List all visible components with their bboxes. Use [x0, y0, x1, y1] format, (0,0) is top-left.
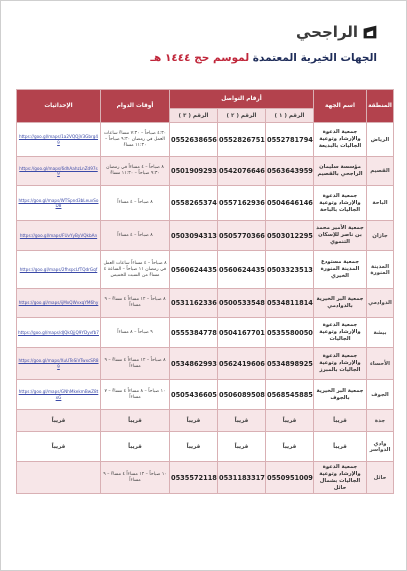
bank-logo — [296, 19, 378, 45]
page-title — [1, 52, 377, 64]
phone-number-3[interactable]: 0503094313 — [170, 221, 218, 251]
working-hours-cell: ٤:٣٠ صباحاً – ٧:٣٠ مساءً ساعات العمل في رمضان ٩:٣٠ صباحاً – ١١:٣٠ مساءً — [101, 123, 170, 157]
org-name-cell: مؤسسة سليمان الراجحي بالقصيم — [314, 157, 367, 186]
working-hours-cell: ١٠ صباحاً – ١٢ مساءاً ٤ مساءً – ٩ مساءاً — [101, 462, 170, 494]
soon-cell: قريباً — [314, 432, 367, 462]
working-hours-cell: ٨ صباحاً – ٤ مساءاً ساعات العمل في رمضان ١١ صباحاً – الساعة ٤ مساءً من السبت للخميس — [101, 251, 170, 289]
region-cell: الدوادمي — [367, 289, 394, 318]
working-hours-cell: ١٠ صباحاً – ٨ مساءاً ٤ مساءً – ٧ مساءاً — [101, 380, 170, 410]
table-row — [17, 221, 394, 251]
phone-number-2[interactable]: 0506089508 — [218, 380, 266, 410]
org-name-cell: جمعية مستودع المدينة المنورة الخيري — [314, 251, 367, 289]
phone-number-3[interactable]: 0560624435 — [170, 251, 218, 289]
table-row — [17, 462, 394, 494]
phone-number-1[interactable]: 0535580050 — [266, 318, 314, 348]
table-row — [17, 348, 394, 380]
map-link[interactable]: https://goo.gl/maps/1a2VQQjV3Gbrg49 — [17, 123, 101, 157]
phone-number-2[interactable]: 0552826751 — [218, 123, 266, 157]
phone-number-1[interactable]: 0504646146 — [266, 186, 314, 221]
map-link[interactable]: https://goo.gl/maps/dJQkQjjQ9YDyvfb7 — [17, 318, 101, 348]
phone-number-3[interactable]: 0501909293 — [170, 157, 218, 186]
header-org: اسم الجهة — [314, 90, 367, 123]
phone-number-2[interactable]: 0557162936 — [218, 186, 266, 221]
phone-number-2[interactable]: 0505770366 — [218, 221, 266, 251]
phone-number-3[interactable]: 0505436605 — [170, 380, 218, 410]
soon-cell: قريباً — [266, 432, 314, 462]
header-number-1: الرقم ( ١ ) — [266, 109, 314, 123]
org-name-cell: جمعية الدعوة والإرشاد وتوعية الجاليات بالمبرز — [314, 348, 367, 380]
map-link[interactable]: https://goo.gl/maps/FUvYyByVQkbAn — [17, 221, 101, 251]
phone-number-2[interactable]: 0560624435 — [218, 251, 266, 289]
working-hours-cell: ٨ صباحاً – ١٢ مساءاً ٤ مساءً – ٩ مساءاً — [101, 289, 170, 318]
phone-number-3[interactable]: 0558265374 — [170, 186, 218, 221]
charities-table — [16, 89, 394, 494]
phone-number-1[interactable]: 0550951009 — [266, 462, 314, 494]
title-main: الجهات الخيرية المعتمدة — [249, 52, 377, 64]
header-coords: الإحداثيات — [17, 90, 101, 123]
title-highlight: لموسم حج ١٤٤٤ هـ — [150, 52, 250, 64]
map-link[interactable]: https://goo.gl/maps/ijMxQWvxqYM6hy — [17, 289, 101, 318]
logo-icon — [362, 22, 378, 42]
phone-number-2[interactable]: 0531183317 — [218, 462, 266, 494]
phone-number-3[interactable]: 0534862993 — [170, 348, 218, 380]
phone-number-1[interactable]: 0563643959 — [266, 157, 314, 186]
region-cell: القصيم — [367, 157, 394, 186]
map-link[interactable]: https://goo.gl/maps/XuUTeSiVTwxcSR89 — [17, 348, 101, 380]
phone-number-2[interactable]: 0542076646 — [218, 157, 266, 186]
region-cell: الأحساء — [367, 348, 394, 380]
map-link[interactable]: https://goo.gl/maps/6dhAahzLnZd97s9 — [17, 157, 101, 186]
soon-cell: قريباً — [17, 432, 101, 462]
map-link[interactable]: https://goo.gl/maps/2fhspcLfTQdrGqf — [17, 251, 101, 289]
phone-number-2[interactable]: 0500533548 — [218, 289, 266, 318]
org-name-cell: جمعية البر الخيرية بالجوف — [314, 380, 367, 410]
soon-cell: قريباً — [101, 432, 170, 462]
header-region: المنطقة — [367, 90, 394, 123]
logo-text: الراجحي — [296, 23, 359, 41]
soon-cell: قريباً — [218, 432, 266, 462]
region-cell: بيشة — [367, 318, 394, 348]
table-row — [17, 123, 394, 157]
working-hours-cell: ٨ صباحاً – ٤ مساءاً — [101, 186, 170, 221]
region-cell: حائل — [367, 462, 394, 494]
phone-number-1[interactable]: 0534811814 — [266, 289, 314, 318]
soon-cell: قريباً — [266, 410, 314, 432]
soon-cell: قريباً — [314, 410, 367, 432]
phone-number-1[interactable]: 0534898925 — [266, 348, 314, 380]
table-row — [17, 251, 394, 289]
org-name-cell: جمعية الأمير محمد بن ناصر للإسكان التنموي — [314, 221, 367, 251]
table-row — [17, 186, 394, 221]
table-row — [17, 432, 394, 462]
org-name-cell: جمعية الدعوة والإرشاد وتوعية الجاليات بشمال حائل — [314, 462, 367, 494]
soon-cell: قريباً — [170, 410, 218, 432]
region-cell: الرياض — [367, 123, 394, 157]
region-cell: وادي الدواسر — [367, 432, 394, 462]
map-link[interactable]: https://goo.gl/maps/GNhMkekmBwZ8txG — [17, 380, 101, 410]
phone-number-2[interactable]: 0562419606 — [218, 348, 266, 380]
soon-cell: قريباً — [17, 410, 101, 432]
phone-number-3[interactable]: 0552638656 — [170, 123, 218, 157]
soon-cell: قريباً — [218, 410, 266, 432]
map-link[interactable] — [17, 462, 101, 494]
phone-number-3[interactable]: 0555384778 — [170, 318, 218, 348]
table-row — [17, 410, 394, 432]
table-row — [17, 380, 394, 410]
map-link[interactable]: https://goo.gl/maps/WTSpnd3bLeuvSoD8 — [17, 186, 101, 221]
org-name-cell: جمعية البر الخيرية بالدوادمي — [314, 289, 367, 318]
soon-cell: قريباً — [170, 432, 218, 462]
header-hours: أوقات الدوام — [101, 90, 170, 123]
working-hours-cell: ٨ صباحاً – ١٢ مساءاً ٤ مساءً – ٩ مساءاً — [101, 348, 170, 380]
region-cell: المدينة المنورة — [367, 251, 394, 289]
table-row — [17, 289, 394, 318]
phone-number-1[interactable]: 0503012295 — [266, 221, 314, 251]
region-cell: جازان — [367, 221, 394, 251]
working-hours-cell: ٨ صباحاً – ٤ مساءاً في رمضان ٩:٣٠ صباحاً – ١١:٣٠ مساءً — [101, 157, 170, 186]
org-name-cell: جمعية الدعوة والإرشاد وتوعية الجاليات — [314, 318, 367, 348]
table-row — [17, 318, 394, 348]
phone-number-1[interactable]: 0552781794 — [266, 123, 314, 157]
phone-number-3[interactable]: 0531162336 — [170, 289, 218, 318]
soon-cell: قريباً — [101, 410, 170, 432]
phone-number-2[interactable]: 0504167701 — [218, 318, 266, 348]
header-contact: أرقام التواصل — [170, 90, 314, 109]
table-row — [17, 157, 394, 186]
working-hours-cell: ٩ صباحاً – ٨ مساءاً — [101, 318, 170, 348]
region-cell: الباحة — [367, 186, 394, 221]
phone-number-1[interactable]: 0568545885 — [266, 380, 314, 410]
working-hours-cell: ٨ صباحاً – ٤ مساءاً — [101, 221, 170, 251]
header-number-2: الرقم ( ٢ ) — [218, 109, 266, 123]
header-number-3: الرقم ( ٣ ) — [170, 109, 218, 123]
phone-number-3[interactable]: 0535572118 — [170, 462, 218, 494]
org-name-cell: جمعية الدعوة والإرشاد وتوعية الجاليات بالبديعة — [314, 123, 367, 157]
region-cell: جدة — [367, 410, 394, 432]
org-name-cell: جمعية الدعوة والإرشاد وتوعية الجاليات بالباحة — [314, 186, 367, 221]
phone-number-1[interactable]: 0503323513 — [266, 251, 314, 289]
region-cell: الجوف — [367, 380, 394, 410]
